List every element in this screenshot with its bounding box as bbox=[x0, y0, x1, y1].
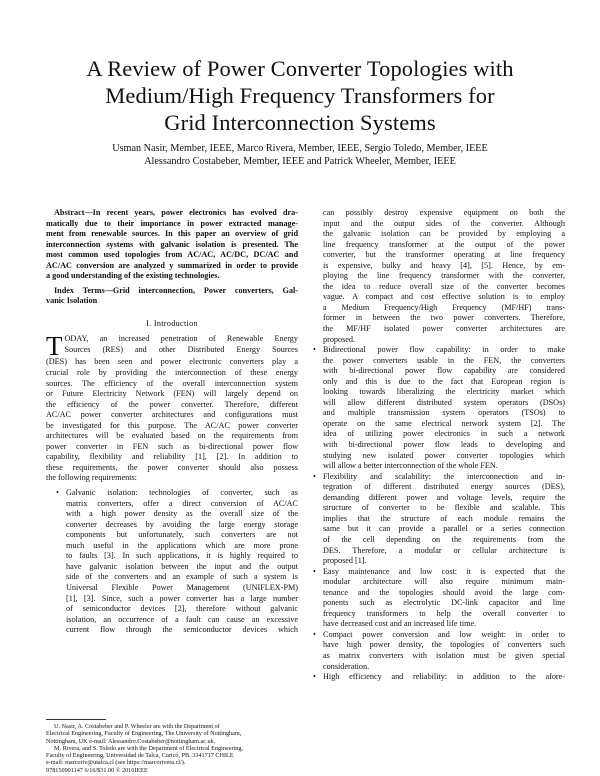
footnote bbox=[46, 723, 298, 774]
bullet-easy-maintenance bbox=[313, 567, 565, 630]
bullet-icon: • bbox=[313, 471, 316, 481]
intro-line: these requirements, the power converter should also possess bbox=[46, 462, 298, 472]
title-line: Grid Interconnection Systems bbox=[164, 110, 436, 135]
title-line: Medium/High Frequency Transformers for bbox=[105, 83, 495, 108]
bullet-icon: • bbox=[56, 488, 59, 498]
bullet-line: with bi-directional power flow capability are considered bbox=[323, 366, 565, 376]
bullet-line: only and this is due to the fact that European region is bbox=[323, 376, 565, 386]
footnote-line: Faculty of Engineering, Universidad de Talca, Curicó, PB. 3341717 CHILE bbox=[46, 752, 234, 760]
bullet-line: with a high power density as the overall size of the bbox=[66, 509, 298, 519]
abstract-line: AC/AC conversion are analyzed y summarized in order to provide bbox=[46, 260, 298, 270]
bullet-line: DES. Therefore, a modular or cellular architecture is bbox=[323, 545, 565, 555]
bullet-bidirectional-power-flow bbox=[313, 345, 565, 472]
index-terms-line: vanic Isolation bbox=[46, 296, 98, 306]
bullet-line: same but it can provide a parallel or a series connection bbox=[323, 524, 565, 534]
bullet-line: structure of converter to be flexible and scalable. This bbox=[323, 503, 565, 513]
bullet-high-efficiency bbox=[313, 672, 565, 683]
paragraph-line: is expensive, bulky and heavy [4], [5]. Hence, by em- bbox=[323, 260, 565, 270]
paragraph-line: the MF/HF isolated power converter architectures are bbox=[323, 324, 565, 334]
bullet-line: frequency transformers to help the overall converter to bbox=[323, 608, 565, 618]
paragraph-line: ploying the line frequency transformer with the converter, bbox=[323, 271, 565, 281]
paragraph-line: vague. A compact and cost effective solution is to employ bbox=[323, 292, 565, 302]
author-line: Alessandro Costabeber, Member, IEEE and Patrick Wheeler, Member, IEEE bbox=[144, 156, 456, 167]
intro-line: AC/AC power converter architectures and configurations must bbox=[46, 410, 298, 420]
intro-line: the efficiency of the power converter. Therefore, different bbox=[46, 399, 298, 409]
paragraph-line: the idea to reduce overall size of the converter becomes bbox=[323, 281, 565, 291]
paragraph-line: converter, but the transformer operating at line frequency bbox=[323, 250, 565, 260]
footnote-line: U. Nasir, A. Costabeber and P. Wheeler are with the Department of bbox=[54, 723, 220, 730]
bullet-line: converter decreases by avoiding the large energy storage bbox=[66, 519, 298, 529]
abstract-line: Abstract—In recent years, power electronics has evolved dra- bbox=[54, 208, 298, 217]
intro-paragraph bbox=[46, 331, 298, 484]
index-terms bbox=[46, 286, 298, 307]
bullet-line: with bi-directional power flow leads to developing and bbox=[323, 440, 565, 450]
paragraph-line: line frequency transformer at the output of the power bbox=[323, 239, 565, 249]
bullet-line: side of the converters and an example of such a system is bbox=[66, 572, 298, 582]
bullet-line: components but unfortunately, such converters are not bbox=[66, 530, 298, 540]
bullet-line: will allow a better interconnection of the whole FEN. bbox=[323, 461, 498, 471]
abstract-line: interconnection systems with galvanic isolation is presented. The bbox=[46, 239, 298, 249]
title-line: A Review of Power Converter Topologies with bbox=[86, 56, 514, 81]
author-list bbox=[40, 142, 560, 168]
bullet-line: studying new isolated power converter topologies which bbox=[323, 450, 565, 460]
intro-line: Sources (RES) and other Distributed Energy Sources bbox=[64, 345, 298, 355]
abstract-line: ment from renewable sources. In this paper an overview of grid bbox=[46, 229, 298, 239]
bullet-line: of the cell depending on the requirements from the bbox=[323, 534, 565, 544]
bullet-line: idea of utilizing power electronics in such a network bbox=[323, 429, 565, 439]
drop-cap: T bbox=[46, 331, 63, 362]
bullet-line: [1], [3]. Since, such a power converter has a large number bbox=[66, 593, 298, 603]
bullet-line: consideration. bbox=[323, 661, 370, 671]
bullet-icon: • bbox=[313, 629, 316, 639]
paragraph-line: can possibly destroy expensive equipment on both the bbox=[323, 208, 565, 217]
bullet-line: much useful in the applications which are more prone bbox=[66, 540, 298, 550]
bullet-line: ponents such as electrolytic DC-link capacitor and line bbox=[323, 598, 565, 608]
paper-title bbox=[40, 55, 560, 136]
section-heading: I. Introduction bbox=[146, 318, 198, 328]
bullet-line: operate on the same electrical network system [2]. The bbox=[323, 418, 565, 428]
abstract-line: matically due to their importance in power extracted manage- bbox=[46, 218, 298, 228]
bullet-line: have decreased cost and an increased life time. bbox=[323, 619, 477, 629]
intro-line: (DES) has been seen and power electronic converters play a bbox=[46, 357, 298, 367]
bullet-line: Galvanic isolation: technologies of converter, such as bbox=[66, 488, 298, 498]
bullet-galvanic-isolation bbox=[46, 488, 298, 636]
paragraph-line: input and the output sides of the converter. Although bbox=[323, 218, 565, 228]
bullet-line: have high power density, the topologies of converters such bbox=[323, 640, 565, 650]
intro-line: sources. The efficiency of the overall interconnection system bbox=[46, 378, 298, 388]
bullet-line: current flow through the semiconductor devices which bbox=[66, 625, 298, 635]
bullet-icon: • bbox=[313, 672, 316, 682]
left-column bbox=[46, 208, 298, 636]
footnote-line: Nottingham, UK e-mail: Alessandro.Costabeber@nottingham.ac.uk. bbox=[46, 737, 216, 745]
bullet-icon: • bbox=[313, 345, 316, 355]
bullet-line: Bidirectional power flow capability: in order to make bbox=[323, 345, 565, 355]
bullet-line: Compact power conversion and low weight: in order to bbox=[323, 629, 565, 639]
bullet-line: modular architecture will also require minimum main- bbox=[323, 577, 565, 587]
bullet-line: implies that the structure of each module remains the bbox=[323, 513, 565, 523]
bullet-line: as matrix converters with isolation must be given special bbox=[323, 650, 565, 660]
bullet-line: demanding different power and voltage levels, require the bbox=[323, 492, 565, 502]
bullet-line: looking towards liberalizing the electricity market which bbox=[323, 387, 565, 397]
bullet-line: isolation, an occurrence of a fault can cause an excessive bbox=[66, 614, 298, 624]
bullet-line: to faults [3]. In such applications, it is highly required to bbox=[66, 551, 298, 561]
right-column bbox=[313, 208, 565, 683]
continuation-paragraph bbox=[313, 208, 565, 345]
bullet-line: of semiconductor devices [2], therefore without galvanic bbox=[66, 604, 298, 614]
intro-line: architectures will be evaluated based on the requirements from bbox=[46, 431, 298, 441]
intro-line: be investigated for this purpose. The AC/AC power converter bbox=[46, 420, 298, 430]
bullet-line: proposed [1]. bbox=[323, 556, 367, 566]
abstract-line: a good understanding of the existing technologies. bbox=[46, 271, 220, 281]
bullet-line: the power converters usable in the FEN, the converters bbox=[323, 355, 565, 365]
intro-line: or Future Electricity Network (FEN) will largely depend on bbox=[46, 389, 298, 399]
bullet-line: matrix converters, offer a direct conversion of AC/AC bbox=[66, 498, 298, 508]
index-terms-line: Index Terms—Grid interconnection, Power converters, Gal- bbox=[54, 285, 298, 295]
bullet-flexibility-scalability bbox=[313, 472, 565, 567]
copyright-line: 978150901147 6/16/$31.00 © 2016IEEE bbox=[46, 766, 148, 774]
footnote-line: Electrical Engineering, Faculty of Engineering, The University of Nottingham, bbox=[46, 730, 242, 738]
bullet-compact-power-conversion bbox=[313, 630, 565, 672]
bullet-line: Flexibility and scalability: the interconnection and in- bbox=[323, 471, 565, 481]
intro-line: ODAY, an increased penetration of Renewable Energy bbox=[64, 334, 298, 344]
author-line: Usman Nasir, Member, IEEE, Marco Rivera, Member, IEEE, Sergio Toledo, Member, IEEE bbox=[112, 143, 488, 154]
paragraph-line: the galvanic isolation can be provided by employing a bbox=[323, 229, 565, 239]
bullet-line: will allow different distributed system operators (DSOs) bbox=[323, 397, 565, 407]
bullet-line: and multiple transmission system operators (TSOs) to bbox=[323, 408, 565, 418]
paragraph-line: proposed. bbox=[323, 334, 356, 344]
footnote-line: e-mail: marcoriv@utalca.cl (see https://marcorivera.cl/). bbox=[46, 759, 186, 767]
bullet-line: tenance and the topologies should avoid the large com- bbox=[323, 587, 565, 597]
abstract-line: most common used topologies from AC/AC, AC/DC, DC/AC and bbox=[46, 250, 298, 260]
intro-line: the following requirements: bbox=[46, 473, 137, 483]
bullet-line: Easy maintenance and low cost: it is expected that the bbox=[323, 566, 565, 576]
intro-line: crucial role by providing the interconnection of these energy bbox=[46, 368, 298, 378]
footnote-line: M. Rivera, and S. Toledo are with the Department of Electrical Engineering, bbox=[54, 744, 243, 752]
paragraph-line: former in between the two power converters. Therefore, bbox=[323, 313, 565, 323]
intro-line: power converter in FEN such as bi-directional power flow bbox=[46, 441, 298, 451]
bullet-line: High efficiency and reliability: in addition to the afore- bbox=[323, 672, 565, 682]
abstract bbox=[46, 208, 298, 282]
intro-line: capability, flexibility and reliability [1], [2]. In addition to bbox=[46, 452, 298, 462]
bullet-line: have galvanic isolation between the input and the output bbox=[66, 561, 298, 571]
bullet-line: Universal Flexible Power Management (UNIFLEX-PM) bbox=[66, 582, 298, 592]
bullet-line: tegration of different distributed energy sources (DES), bbox=[323, 482, 565, 492]
paragraph-line: a Medium Frequency/High Frequency (MF/HF) trans- bbox=[323, 302, 565, 312]
footnote-rule bbox=[46, 719, 106, 720]
bullet-icon: • bbox=[313, 566, 316, 576]
